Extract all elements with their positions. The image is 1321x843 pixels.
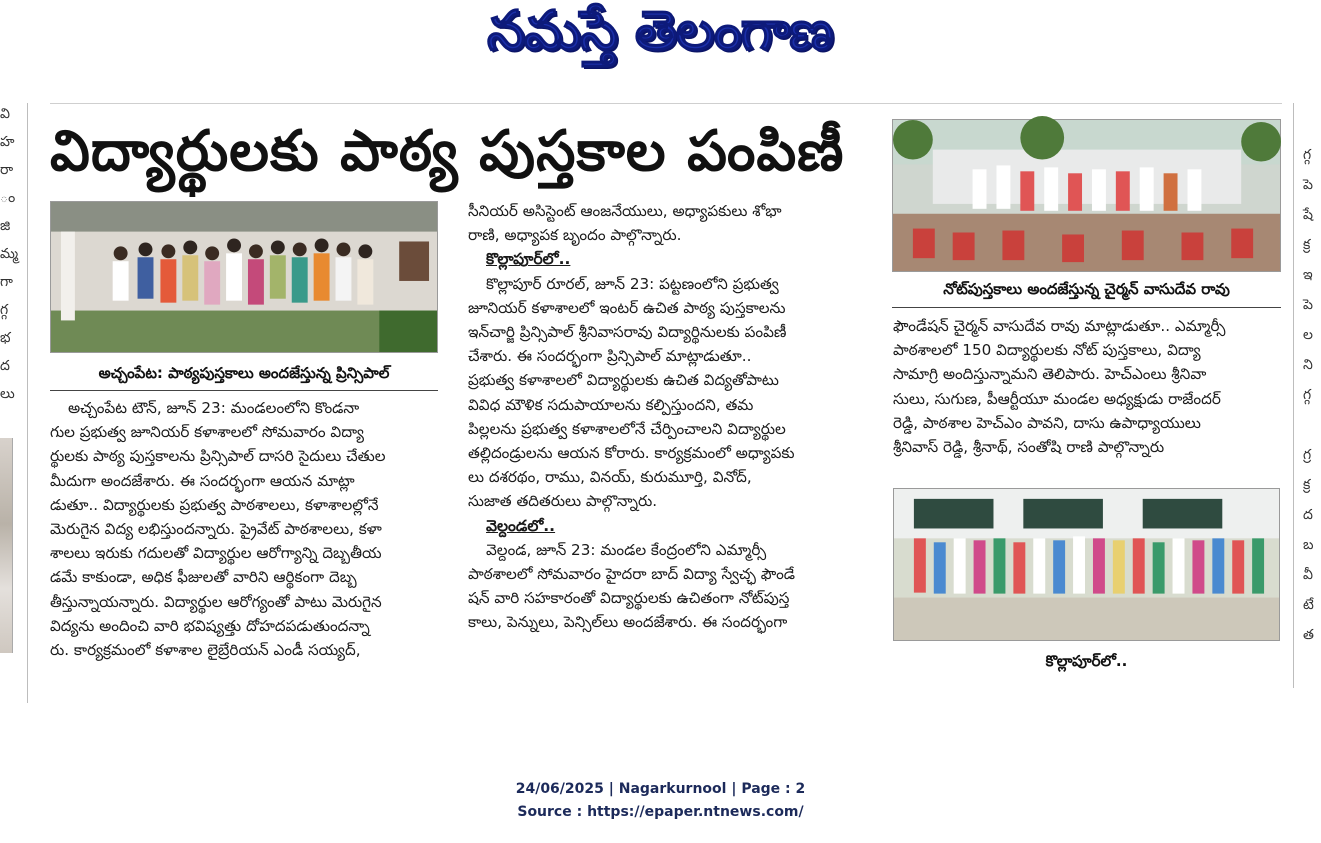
article-headline: విద్యార్థులకు పాఠ్య పుస్తకాల పంపిణీ [50, 119, 845, 184]
edge-fragment: ఇ [1303, 267, 1313, 283]
edge-fragment: గా [0, 274, 13, 290]
edge-fragment: క్ర [1303, 477, 1311, 493]
top-rule [50, 103, 1282, 104]
right-top-caption-rule [892, 307, 1281, 308]
article-column-1 [50, 396, 442, 662]
edge-fragment: వి [0, 106, 10, 122]
article-line: శ్రీనివాస్ రెడ్డి, శ్రీనాథ్, సంతోషి రాణి పాల్గొన్నారు [893, 438, 1165, 457]
right-top-photo-caption: నోట్‌పుస్తకాలు అందజేస్తున్న చైర్మన్ వాసుదేవ రావు [943, 280, 1230, 298]
edge-fragment: జి [0, 218, 11, 234]
article-line: పాఠశాలలో సోమవారం హైదరా బాద్ విద్యా స్వేచ్ఛ ఫౌండే [468, 565, 796, 584]
edge-fragment: ల [1303, 327, 1313, 343]
edge-fragment: లు [0, 386, 15, 402]
edge-fragment: బ [1303, 537, 1314, 553]
edge-fragment: ం [0, 190, 16, 206]
article-line: శాలలు ఇరుకు గదులతో విద్యార్థుల ఆరోగ్యాన్ని దెబ్బతీయ [50, 544, 382, 563]
right-bottom-article-photo [893, 488, 1280, 641]
article-line: గుల ప్రభుత్వ జూనియర్ కళాశాలలో సోమవారం విద్యా [50, 423, 364, 442]
article-line: మెరుగైన విద్య లభిస్తుందన్నారు. ప్రైవేట్ పాఠశాలలు, కళా [50, 520, 382, 539]
article-line: తల్లిదండ్రులను ఆయన కోరారు. కార్యక్రమంలో అధ్యాపకు [468, 444, 795, 463]
left-edge-column [0, 100, 19, 402]
article-subhead: వెల్దండలో.. [486, 516, 556, 535]
edge-fragment: టే [1303, 597, 1314, 613]
left-column-rule [27, 103, 28, 703]
article-line: పిల్లలను ప్రభుత్వ కళాశాలలోనే చేర్పించాలని విద్యార్థుల [468, 419, 786, 438]
edge-fragment: పె [1303, 297, 1313, 313]
article-line: షన్ వారి సహకారంతో విద్యార్థులకు ఉచితంగా నోట్‌పుస్త [468, 589, 790, 608]
article-line: ఇన్‌చార్జి ప్రిన్సిపాల్ శ్రీనివాసరావు విద్యార్థినులకు పంపిణీ [468, 323, 787, 342]
edge-fragment: గ్గ [0, 302, 9, 318]
right-bottom-photo-caption: కొల్లాపూర్‌లో.. [1045, 652, 1128, 670]
article-line: సీనియర్ అసిస్టెంట్ ఆంజనేయులు, అధ్యాపకులు శోభా [468, 202, 782, 220]
edge-fragment: గ్గ [1303, 387, 1312, 403]
edge-fragment: గ్ర [1303, 447, 1312, 463]
article-line: వివిధ మౌళిక సదుపాయాలను కల్పిస్తుందని, తమ [468, 395, 754, 414]
article-column-3 [893, 314, 1285, 459]
edge-fragment: ద [1303, 507, 1313, 523]
left-caption-rule [50, 390, 438, 391]
left-edge-photo [0, 438, 13, 653]
article-line: సుజాత తదితరులు పాల్గొన్నారు. [468, 492, 658, 511]
right-column-rule [1293, 103, 1294, 688]
article-line: డుతూ.. విద్యార్థులకు ప్రభుత్వ పాఠశాలలు, కళాశాలల్లోనే [50, 495, 379, 514]
article-line: తీస్తున్నాయన్నారు. విద్యార్థుల ఆరోగ్యంతో పాటు మెరుగైన [50, 592, 382, 611]
edge-fragment: క్ర [1303, 237, 1311, 253]
newspaper-masthead: నమస్తే తెలంగాణ [487, 0, 833, 62]
edge-fragment [1303, 410, 1321, 440]
left-article-photo [50, 201, 438, 353]
article-subhead: కొల్లాపూర్‌లో.. [486, 250, 571, 269]
article-line: అచ్చంపేట టౌన్, జూన్ 23: మండలంలోని కొండనా [68, 399, 360, 417]
article-line: విద్యను అందించి వారి భవిష్యత్తు దోహదపడుతుందన్నా [50, 616, 370, 635]
edge-fragment: వీ [1303, 567, 1313, 583]
article-line: చేశారు. ఈ సందర్భంగా ప్రిన్సిపాల్ మాట్లాడుతూ.. [468, 347, 752, 366]
article-line: వెల్దండ, జూన్ 23: మండల కేంద్రంలోని ఎమ్మార్సీ [486, 540, 767, 559]
edge-fragment: త [1303, 627, 1314, 643]
article-line: రెడ్డి, పాఠశాల హెచ్‌ఎం పావని, దాసు ఉపాధ్యాయులు [893, 413, 1201, 432]
article-line: జూనియర్ కళాశాలలో ఇంటర్ ఉచిత పాఠ్య పుస్తకాలను [468, 298, 786, 317]
edge-fragment: రా [0, 162, 14, 178]
edge-fragment: ని [1303, 357, 1313, 373]
edge-fragment: హ [0, 134, 15, 150]
article-line: ర్థులకు పాఠ్య పుస్తకాలను ప్రిన్సిపాల్ దాసరి సైదులు చేతుల [50, 447, 386, 466]
right-edge-column [1303, 140, 1321, 685]
edge-fragment: భ [0, 330, 11, 346]
left-photo-caption: అచ్చంపేట: పాఠ్యపుస్తకాలు అందజేస్తున్న ప్రిన్సిపాల్ [98, 364, 390, 382]
edge-fragment: మ్మ [0, 246, 19, 262]
article-column-2 [468, 199, 862, 635]
article-line: ఫౌండేషన్ చైర్మన్ వాసుదేవ రావు మాట్లాడుతూ.. ఎమ్మార్సీ [893, 317, 1226, 335]
article-line: కొల్లాపూర్ రూరల్, జూన్ 23: పట్టణంలోని ప్రభుత్వ [486, 274, 779, 293]
article-line: కాలు, పెన్నులు, పెన్సిల్‌లు అందజేశారు. ఈ సందర్భంగా [468, 613, 788, 632]
article-line: మీదుగా అందజేశారు. ఈ సందర్భంగా ఆయన మాట్లా [50, 471, 355, 490]
edge-fragment: షే [1303, 207, 1313, 223]
footer-date-line: 24/06/2025 | Nagarkurnool | Page : 2 [515, 781, 806, 797]
article-line: రాణి, అధ్యాపక బృందం పాల్గొన్నారు. [468, 226, 682, 245]
edge-fragment: ద [0, 358, 10, 374]
article-line: ప్రభుత్వ కళాశాలలో విద్యార్థులకు ఉచిత విద్యతోపాటు [468, 371, 779, 390]
article-line: లు దశరథం, రాము, వినయ్, కురుమూర్తి, వినోద్, [468, 468, 752, 487]
article-line: పాఠశాలలో 150 విద్యార్థులకు నోట్ పుస్తకాలు, విద్యా [893, 341, 1201, 360]
article-line: సులు, సుగుణ, పీఆర్టీయూ మండల అధ్యక్షుడు రాజేందర్ [893, 389, 1221, 408]
article-line: రు. కార్యక్రమంలో కళాశాల లైబ్రేరియన్ ఎండీ సయ్యద్, [50, 641, 361, 660]
article-line: డమే కాకుండా, అధిక ఫీజులతో వారిని ఆర్థికంగా దెబ్బ [50, 568, 357, 587]
edge-fragment: పె [1303, 177, 1313, 193]
article-line: సామాగ్రి అందిస్తున్నామని తెలిపారు. హెచ్‌ఎంలు శ్రీనివా [893, 365, 1207, 384]
footer-source-line: Source : https://epaper.ntnews.com/ [517, 804, 804, 820]
edge-fragment: గ్గ [1303, 147, 1312, 163]
right-top-article-photo [892, 119, 1281, 272]
